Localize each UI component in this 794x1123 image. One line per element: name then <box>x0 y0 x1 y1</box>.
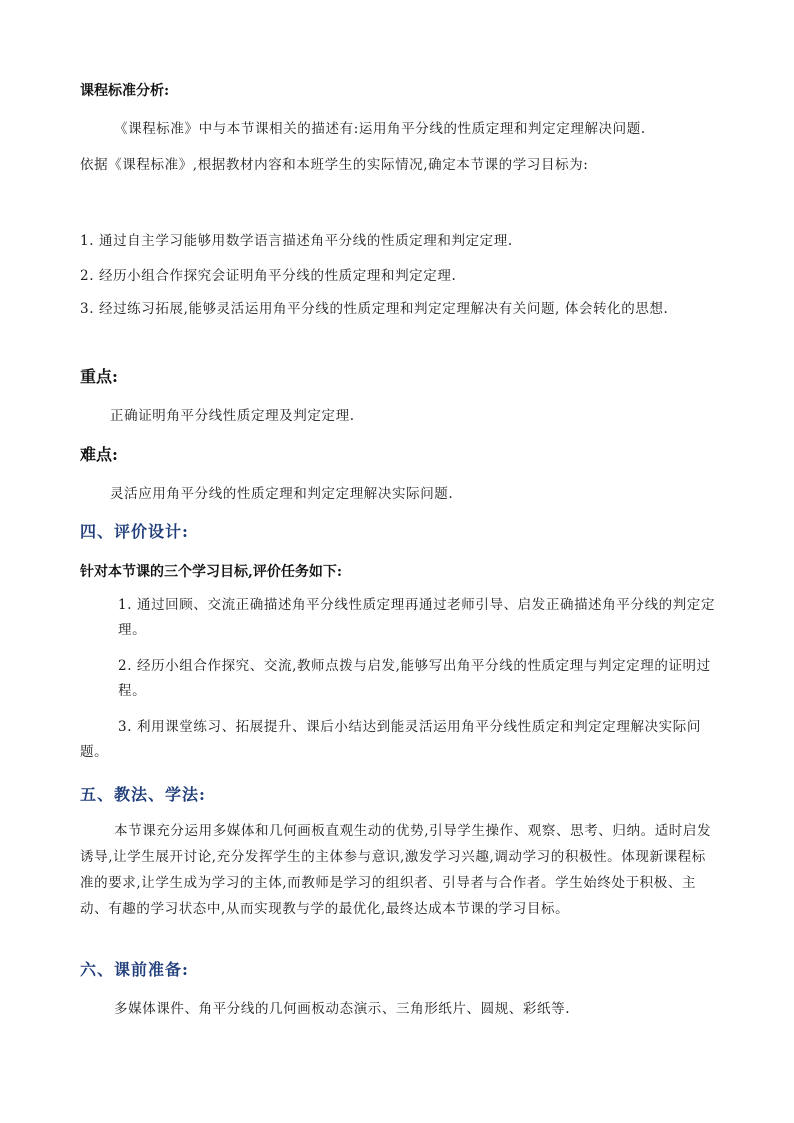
key-point-heading: 重点: <box>80 367 118 386</box>
evaluation-heading: 四、评价设计: <box>80 522 189 541</box>
preparation-heading: 六、课前准备: <box>80 960 189 979</box>
method-text: 本节课充分运用多媒体和几何画板直观生动的优势,引导学生操作、观察、思考、归纳。适时启发诱导,让学生展开讨论,充分发挥学生的主体参与意识,激发学习兴趣,调动学习的积极性。体现新课程标准的要求,让学生成为学习的主体,而教师是学习的组织者、引导者与合作者。学生始终处于积极、主动、有趣的学习状态中,从而实现教与学的最优化,最终达成本节课的学习目标。 <box>80 823 712 917</box>
difficulty-text: 灵活应用角平分线的性质定理和判定定理解决实际问题. <box>110 486 454 502</box>
key-point-text: 正确证明角平分线性质定理及判定定理. <box>110 408 355 424</box>
goal-item-3: 3. 经过练习拓展,能够灵活运用角平分线的性质定理和判定定理解决有关问题, 体会转化的思想. <box>80 301 669 317</box>
evaluation-intro: 针对本节课的三个学习目标,评价任务如下: <box>80 564 343 580</box>
method-heading: 五、教法、学法: <box>80 785 206 804</box>
difficulty-heading: 难点: <box>80 445 118 464</box>
goal-item-2: 2. 经历小组合作探究会证明角平分线的性质定理和判定定理. <box>80 268 457 284</box>
evaluation-item-3: 3. 利用课堂练习、拓展提升、课后小结达到能灵活运用角平分线性质定和判定定理解决实际问题。 <box>80 719 701 760</box>
goal-item-1: 1. 通过自主学习能够用数学语言描述角平分线的性质定理和判定定理. <box>80 233 513 249</box>
standards-heading: 课程标准分析: <box>80 83 170 99</box>
evaluation-item-1: 1. 通过回顾、交流正确描述角平分线性质定理再通过老师引导、启发正确描述角平分线的判定定理。 <box>118 597 716 638</box>
evaluation-item-2: 2. 经历小组合作探究、交流,教师点拨与启发,能够写出角平分线的性质定理与判定定理的证明过程。 <box>118 658 711 699</box>
preparation-text: 多媒体课件、角平分线的几何画板动态演示、三角形纸片、圆规、彩纸等. <box>114 1001 571 1017</box>
standards-paragraph-2: 依据《课程标准》,根据教材内容和本班学生的实际情况,确定本节课的学习目标为: <box>80 157 589 173</box>
standards-paragraph-1: 《课程标准》中与本节课相关的描述有:运用角平分线的性质定理和判定定理解决问题. <box>114 121 646 137</box>
